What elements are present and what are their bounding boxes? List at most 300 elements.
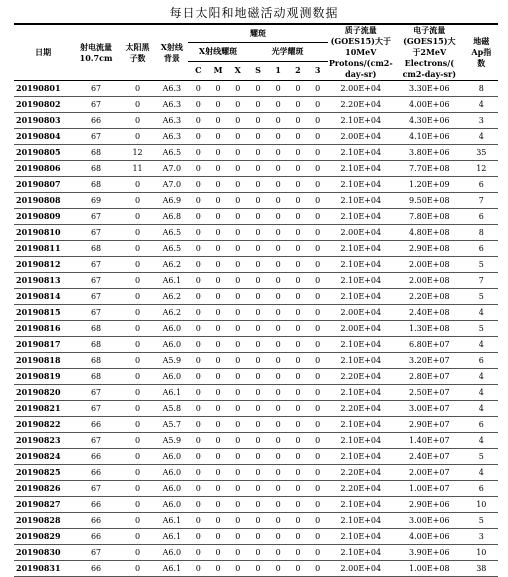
cell-flare-3: 0: [308, 145, 328, 161]
cell-date: 20190811: [14, 241, 72, 257]
cell-sunspots: 0: [120, 193, 155, 209]
cell-flare-m: 0: [208, 225, 228, 241]
cell-sunspots: 0: [120, 257, 155, 273]
cell-proton-flux: 2.00E+04: [328, 305, 394, 321]
cell-proton-flux: 2.10E+04: [328, 353, 394, 369]
cell-flare-s: 0: [248, 241, 269, 257]
cell-flare-m: 0: [208, 241, 228, 257]
cell-flare-c: 0: [188, 481, 208, 497]
cell-flare-x: 0: [228, 497, 248, 513]
cell-flare-x: 0: [228, 81, 248, 97]
cell-flare-c: 0: [188, 305, 208, 321]
cell-flare-s: 0: [248, 481, 269, 497]
cell-flare-c: 0: [188, 353, 208, 369]
cell-proton-flux: 2.10E+04: [328, 513, 394, 529]
cell-flare-c: 0: [188, 113, 208, 129]
cell-flare-m: 0: [208, 177, 228, 193]
cell-flare-m: 0: [208, 321, 228, 337]
cell-flare-x: 0: [228, 113, 248, 129]
cell-xray-background: A6.0: [155, 337, 188, 353]
cell-electron-flux: 2.90E+07: [394, 417, 465, 433]
cell-flare-s: 0: [248, 209, 269, 225]
cell-proton-flux: 2.20E+04: [328, 481, 394, 497]
cell-flare-2: 0: [288, 401, 308, 417]
cell-ap-index: 38: [465, 561, 498, 577]
cell-sunspots: 0: [120, 289, 155, 305]
cell-radio-flux: 68: [72, 161, 120, 177]
cell-date: 20190813: [14, 273, 72, 289]
table-row: [14, 465, 498, 481]
cell-flare-x: 0: [228, 401, 248, 417]
cell-flare-1: 0: [268, 177, 288, 193]
cell-flare-x: 0: [228, 225, 248, 241]
cell-flare-s: 0: [248, 273, 269, 289]
cell-radio-flux: 68: [72, 145, 120, 161]
cell-date: 20190803: [14, 113, 72, 129]
cell-flare-s: 0: [248, 401, 269, 417]
header-flare-m: M: [208, 61, 228, 81]
cell-flare-2: 0: [288, 81, 308, 97]
cell-flare-3: 0: [308, 305, 328, 321]
cell-flare-1: 0: [268, 81, 288, 97]
cell-sunspots: 0: [120, 113, 155, 129]
cell-radio-flux: 67: [72, 97, 120, 113]
header-xray-flares: X射线耀斑: [188, 43, 247, 61]
header-flares: 耀斑: [188, 24, 327, 43]
cell-flare-1: 0: [268, 113, 288, 129]
cell-flare-x: 0: [228, 321, 248, 337]
cell-flare-2: 0: [288, 385, 308, 401]
cell-proton-flux: 2.20E+04: [328, 97, 394, 113]
cell-flare-s: 0: [248, 129, 269, 145]
cell-flare-2: 0: [288, 497, 308, 513]
cell-flare-c: 0: [188, 497, 208, 513]
cell-date: 20190828: [14, 513, 72, 529]
cell-flare-s: 0: [248, 289, 269, 305]
cell-flare-3: 0: [308, 529, 328, 545]
cell-ap-index: 4: [465, 337, 498, 353]
cell-date: 20190820: [14, 385, 72, 401]
cell-flare-s: 0: [248, 113, 269, 129]
cell-radio-flux: 67: [72, 273, 120, 289]
table-row: [14, 273, 498, 289]
cell-radio-flux: 66: [72, 465, 120, 481]
cell-flare-c: 0: [188, 337, 208, 353]
cell-flare-2: 0: [288, 545, 308, 561]
cell-flare-c: 0: [188, 449, 208, 465]
cell-flare-2: 0: [288, 305, 308, 321]
cell-electron-flux: 4.00E+06: [394, 97, 465, 113]
cell-radio-flux: 66: [72, 529, 120, 545]
cell-flare-3: 0: [308, 113, 328, 129]
header-radio-flux-text: 射电流量 10.7cm: [79, 41, 113, 63]
cell-flare-m: 0: [208, 369, 228, 385]
cell-flare-m: 0: [208, 305, 228, 321]
cell-flare-3: 0: [308, 321, 328, 337]
cell-flare-1: 0: [268, 337, 288, 353]
cell-flare-s: 0: [248, 305, 269, 321]
cell-flare-3: 0: [308, 289, 328, 305]
cell-flare-s: 0: [248, 369, 269, 385]
table-row: [14, 193, 498, 209]
cell-flare-s: 0: [248, 417, 269, 433]
cell-flare-c: 0: [188, 209, 208, 225]
cell-flare-m: 0: [208, 273, 228, 289]
header-flare-s: S: [248, 61, 269, 81]
cell-flare-m: 0: [208, 401, 228, 417]
cell-electron-flux: 4.30E+06: [394, 113, 465, 129]
cell-flare-x: 0: [228, 385, 248, 401]
cell-flare-m: 0: [208, 257, 228, 273]
cell-sunspots: 0: [120, 337, 155, 353]
cell-flare-c: 0: [188, 129, 208, 145]
cell-flare-1: 0: [268, 545, 288, 561]
cell-flare-2: 0: [288, 481, 308, 497]
cell-xray-background: A6.1: [155, 273, 188, 289]
cell-flare-m: 0: [208, 545, 228, 561]
cell-xray-background: A6.0: [155, 465, 188, 481]
cell-flare-2: 0: [288, 193, 308, 209]
cell-ap-index: 6: [465, 241, 498, 257]
cell-proton-flux: 2.10E+04: [328, 449, 394, 465]
cell-sunspots: 0: [120, 353, 155, 369]
cell-sunspots: 0: [120, 481, 155, 497]
cell-flare-2: 0: [288, 449, 308, 465]
cell-flare-x: 0: [228, 353, 248, 369]
cell-flare-1: 0: [268, 385, 288, 401]
cell-radio-flux: 66: [72, 113, 120, 129]
cell-proton-flux: 2.10E+04: [328, 497, 394, 513]
header-proton-flux-text: 质子流量 (GOES15)大于 10MeV Protons/(cm2- day-sr): [328, 25, 393, 79]
cell-date: 20190806: [14, 161, 72, 177]
cell-flare-x: 0: [228, 449, 248, 465]
cell-sunspots: 0: [120, 225, 155, 241]
cell-flare-m: 0: [208, 113, 228, 129]
cell-radio-flux: 67: [72, 305, 120, 321]
header-electron-flux: [394, 24, 465, 81]
cell-flare-x: 0: [228, 305, 248, 321]
cell-flare-m: 0: [208, 417, 228, 433]
cell-flare-m: 0: [208, 449, 228, 465]
cell-ap-index: 7: [465, 273, 498, 289]
cell-radio-flux: 67: [72, 129, 120, 145]
cell-electron-flux: 1.00E+08: [394, 561, 465, 577]
cell-ap-index: 8: [465, 81, 498, 97]
cell-ap-index: 10: [465, 545, 498, 561]
cell-sunspots: 11: [120, 161, 155, 177]
cell-flare-m: 0: [208, 465, 228, 481]
cell-electron-flux: 3.20E+07: [394, 353, 465, 369]
cell-proton-flux: 2.00E+04: [328, 129, 394, 145]
cell-ap-index: 4: [465, 385, 498, 401]
cell-proton-flux: 2.10E+04: [328, 257, 394, 273]
cell-flare-3: 0: [308, 241, 328, 257]
cell-ap-index: 4: [465, 369, 498, 385]
cell-flare-c: 0: [188, 561, 208, 577]
cell-proton-flux: 2.20E+04: [328, 369, 394, 385]
cell-flare-x: 0: [228, 177, 248, 193]
cell-ap-index: 35: [465, 145, 498, 161]
cell-flare-1: 0: [268, 465, 288, 481]
cell-date: 20190817: [14, 337, 72, 353]
cell-xray-background: A6.5: [155, 225, 188, 241]
cell-ap-index: 4: [465, 129, 498, 145]
header-flare-3: 3: [308, 61, 328, 81]
cell-electron-flux: 6.80E+07: [394, 337, 465, 353]
table-row: [14, 337, 498, 353]
cell-flare-2: 0: [288, 225, 308, 241]
cell-sunspots: 0: [120, 385, 155, 401]
cell-flare-1: 0: [268, 481, 288, 497]
cell-flare-1: 0: [268, 497, 288, 513]
cell-flare-x: 0: [228, 337, 248, 353]
cell-ap-index: 5: [465, 449, 498, 465]
table-row: [14, 145, 498, 161]
header-radio-flux: [72, 24, 120, 81]
cell-proton-flux: 2.10E+04: [328, 161, 394, 177]
cell-date: 20190810: [14, 225, 72, 241]
cell-proton-flux: 2.10E+04: [328, 289, 394, 305]
cell-date: 20190826: [14, 481, 72, 497]
table-row: [14, 545, 498, 561]
cell-radio-flux: 68: [72, 353, 120, 369]
cell-date: 20190807: [14, 177, 72, 193]
header-sunspots: [120, 24, 155, 81]
table-row: [14, 561, 498, 577]
cell-flare-2: 0: [288, 177, 308, 193]
cell-ap-index: 4: [465, 305, 498, 321]
cell-ap-index: 6: [465, 209, 498, 225]
cell-radio-flux: 67: [72, 481, 120, 497]
cell-radio-flux: 67: [72, 257, 120, 273]
cell-sunspots: 0: [120, 497, 155, 513]
cell-flare-x: 0: [228, 161, 248, 177]
solar-geomagnetic-table: [14, 23, 498, 577]
cell-proton-flux: 2.10E+04: [328, 177, 394, 193]
cell-flare-3: 0: [308, 561, 328, 577]
cell-flare-x: 0: [228, 209, 248, 225]
table-row: [14, 481, 498, 497]
cell-date: 20190830: [14, 545, 72, 561]
cell-flare-m: 0: [208, 561, 228, 577]
cell-flare-m: 0: [208, 481, 228, 497]
cell-flare-1: 0: [268, 529, 288, 545]
cell-date: 20190827: [14, 497, 72, 513]
cell-flare-3: 0: [308, 177, 328, 193]
cell-radio-flux: 67: [72, 545, 120, 561]
cell-electron-flux: 9.50E+08: [394, 193, 465, 209]
cell-flare-2: 0: [288, 561, 308, 577]
cell-date: 20190801: [14, 81, 72, 97]
cell-flare-3: 0: [308, 257, 328, 273]
cell-ap-index: 5: [465, 321, 498, 337]
cell-sunspots: 0: [120, 513, 155, 529]
cell-xray-background: A6.0: [155, 497, 188, 513]
cell-flare-1: 0: [268, 305, 288, 321]
cell-date: 20190805: [14, 145, 72, 161]
cell-radio-flux: 68: [72, 241, 120, 257]
cell-flare-m: 0: [208, 145, 228, 161]
table-row: [14, 497, 498, 513]
cell-flare-2: 0: [288, 161, 308, 177]
cell-flare-2: 0: [288, 321, 308, 337]
cell-electron-flux: 2.40E+08: [394, 305, 465, 321]
header-sunspots-text: 太阳黑 子数: [125, 41, 150, 63]
cell-flare-x: 0: [228, 193, 248, 209]
cell-flare-c: 0: [188, 401, 208, 417]
table-row: [14, 369, 498, 385]
cell-radio-flux: 68: [72, 337, 120, 353]
cell-flare-1: 0: [268, 209, 288, 225]
table-row: [14, 305, 498, 321]
cell-flare-m: 0: [208, 353, 228, 369]
page-title: 每日太阳和地磁活动观测数据: [169, 6, 339, 20]
cell-date: 20190831: [14, 561, 72, 577]
cell-flare-s: 0: [248, 321, 269, 337]
cell-proton-flux: 2.10E+04: [328, 113, 394, 129]
header-ap-index: [465, 24, 498, 81]
cell-flare-3: 0: [308, 385, 328, 401]
cell-flare-x: 0: [228, 433, 248, 449]
cell-flare-s: 0: [248, 257, 269, 273]
cell-flare-3: 0: [308, 129, 328, 145]
cell-flare-2: 0: [288, 337, 308, 353]
table-row: [14, 209, 498, 225]
cell-electron-flux: 1.30E+08: [394, 321, 465, 337]
table-row: [14, 401, 498, 417]
table-row: [14, 257, 498, 273]
cell-sunspots: 0: [120, 465, 155, 481]
header-flare-1: 1: [268, 61, 288, 81]
cell-sunspots: 0: [120, 241, 155, 257]
cell-flare-x: 0: [228, 289, 248, 305]
header-ap-index-text: 地磁 Ap指 数: [471, 36, 492, 68]
cell-electron-flux: 7.70E+08: [394, 161, 465, 177]
cell-radio-flux: 66: [72, 497, 120, 513]
cell-flare-c: 0: [188, 465, 208, 481]
cell-radio-flux: 67: [72, 401, 120, 417]
cell-flare-3: 0: [308, 353, 328, 369]
cell-flare-m: 0: [208, 81, 228, 97]
cell-flare-3: 0: [308, 337, 328, 353]
cell-radio-flux: 66: [72, 513, 120, 529]
header-flare-2: 2: [288, 61, 308, 81]
cell-electron-flux: 2.20E+08: [394, 289, 465, 305]
cell-flare-1: 0: [268, 129, 288, 145]
cell-xray-background: A5.7: [155, 417, 188, 433]
cell-flare-s: 0: [248, 177, 269, 193]
cell-electron-flux: 2.00E+08: [394, 273, 465, 289]
cell-radio-flux: 66: [72, 561, 120, 577]
cell-flare-m: 0: [208, 193, 228, 209]
cell-flare-1: 0: [268, 145, 288, 161]
cell-ap-index: 4: [465, 97, 498, 113]
cell-xray-background: A6.0: [155, 369, 188, 385]
cell-ap-index: 6: [465, 177, 498, 193]
cell-flare-m: 0: [208, 289, 228, 305]
cell-flare-c: 0: [188, 529, 208, 545]
cell-flare-3: 0: [308, 513, 328, 529]
cell-flare-m: 0: [208, 209, 228, 225]
header-electron-flux-text: 电子流量 (GOES15)大 于2MeV Electrons/( cm2-day-sr): [402, 25, 457, 79]
cell-xray-background: A6.8: [155, 209, 188, 225]
cell-xray-background: A6.9: [155, 193, 188, 209]
cell-flare-2: 0: [288, 273, 308, 289]
cell-flare-c: 0: [188, 369, 208, 385]
cell-electron-flux: 3.30E+06: [394, 81, 465, 97]
cell-flare-2: 0: [288, 209, 308, 225]
cell-date: 20190824: [14, 449, 72, 465]
cell-radio-flux: 67: [72, 209, 120, 225]
cell-ap-index: 12: [465, 161, 498, 177]
cell-xray-background: A6.0: [155, 449, 188, 465]
table-row: [14, 321, 498, 337]
cell-ap-index: 4: [465, 433, 498, 449]
cell-proton-flux: 2.10E+04: [328, 145, 394, 161]
cell-proton-flux: 2.00E+04: [328, 225, 394, 241]
cell-radio-flux: 67: [72, 81, 120, 97]
cell-flare-1: 0: [268, 353, 288, 369]
cell-proton-flux: 2.00E+04: [328, 321, 394, 337]
cell-sunspots: 0: [120, 433, 155, 449]
cell-ap-index: 6: [465, 353, 498, 369]
cell-flare-x: 0: [228, 417, 248, 433]
cell-xray-background: A5.9: [155, 433, 188, 449]
cell-ap-index: 5: [465, 513, 498, 529]
cell-xray-background: A6.3: [155, 81, 188, 97]
cell-xray-background: A7.0: [155, 161, 188, 177]
table-row: [14, 529, 498, 545]
cell-flare-x: 0: [228, 465, 248, 481]
cell-sunspots: 0: [120, 305, 155, 321]
cell-proton-flux: 2.10E+04: [328, 209, 394, 225]
cell-date: 20190808: [14, 193, 72, 209]
cell-electron-flux: 2.40E+07: [394, 449, 465, 465]
cell-ap-index: 3: [465, 113, 498, 129]
cell-date: 20190816: [14, 321, 72, 337]
cell-date: 20190818: [14, 353, 72, 369]
cell-flare-3: 0: [308, 417, 328, 433]
cell-radio-flux: 66: [72, 417, 120, 433]
cell-flare-c: 0: [188, 81, 208, 97]
cell-electron-flux: 2.80E+07: [394, 369, 465, 385]
cell-flare-2: 0: [288, 257, 308, 273]
table-row: [14, 113, 498, 129]
cell-sunspots: 0: [120, 417, 155, 433]
cell-flare-s: 0: [248, 449, 269, 465]
cell-date: 20190823: [14, 433, 72, 449]
cell-flare-c: 0: [188, 257, 208, 273]
cell-ap-index: 8: [465, 225, 498, 241]
cell-flare-2: 0: [288, 129, 308, 145]
cell-flare-s: 0: [248, 561, 269, 577]
cell-flare-x: 0: [228, 545, 248, 561]
cell-xray-background: A5.9: [155, 353, 188, 369]
cell-electron-flux: 2.00E+08: [394, 257, 465, 273]
cell-flare-x: 0: [228, 257, 248, 273]
header-xray-background: [155, 24, 188, 81]
cell-radio-flux: 67: [72, 289, 120, 305]
cell-flare-3: 0: [308, 449, 328, 465]
cell-ap-index: 5: [465, 257, 498, 273]
header-flare-x: X: [228, 61, 248, 81]
cell-ap-index: 7: [465, 193, 498, 209]
cell-proton-flux: 2.20E+04: [328, 401, 394, 417]
cell-sunspots: 0: [120, 209, 155, 225]
cell-flare-2: 0: [288, 289, 308, 305]
cell-flare-x: 0: [228, 513, 248, 529]
cell-date: 20190802: [14, 97, 72, 113]
